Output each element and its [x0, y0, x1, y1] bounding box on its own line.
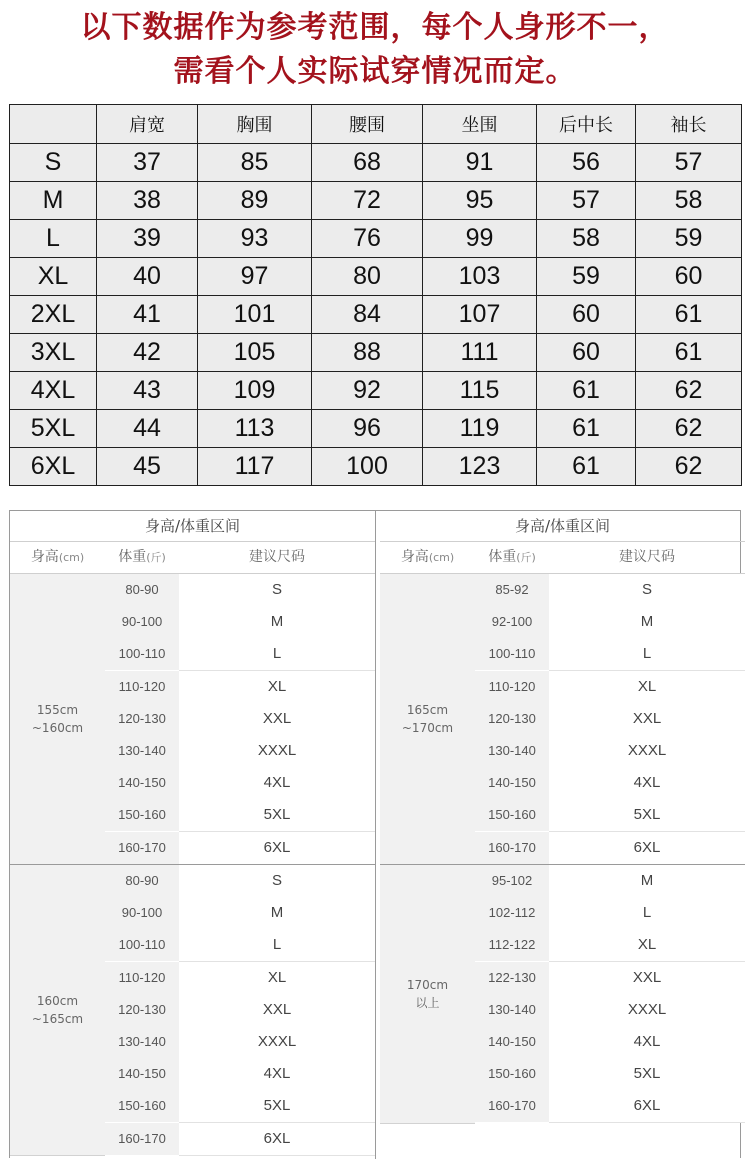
suggested-size-cell: XXXL — [549, 994, 745, 1027]
weight-range-cell: 160-170 — [105, 832, 179, 865]
weight-range-cell: 140-150 — [475, 767, 549, 800]
suggested-size-cell: XXXL — [549, 735, 745, 768]
measurement-cell: 43 — [97, 372, 198, 410]
size-chart-row — [10, 182, 742, 220]
column-header-size: 建议尺码 — [179, 541, 375, 574]
column-header-weight-label: 体重 — [488, 549, 517, 565]
measurement-cell: 111 — [423, 334, 537, 372]
measurement-cell: 103 — [423, 258, 537, 296]
weight-range-cell: 140-150 — [105, 1058, 179, 1091]
size-chart-header-cell: 袖长 — [636, 105, 742, 144]
weight-range-cell: 95-102 — [475, 865, 549, 898]
measurement-cell: 42 — [97, 334, 198, 372]
measurement-cell: 44 — [97, 410, 198, 448]
column-header-weight-label: 体重 — [118, 549, 147, 565]
suggested-size-cell: XL — [549, 929, 745, 962]
suggested-size-cell: S — [179, 865, 375, 898]
weight-range-cell: 140-150 — [105, 767, 179, 800]
measurement-cell: 41 — [97, 296, 198, 334]
height-range-cell — [380, 574, 475, 865]
suggested-size-cell: XXL — [179, 703, 375, 736]
measurement-cell: 59 — [537, 258, 636, 296]
suggested-size-cell: XXXL — [179, 735, 375, 768]
measurement-cell: 40 — [97, 258, 198, 296]
height-range-label: 160cm ~165cm — [31, 994, 84, 1026]
column-header-height-unit: (cm) — [428, 551, 455, 564]
size-chart-header-cell — [10, 105, 97, 144]
weight-range-cell: 130-140 — [105, 735, 179, 768]
size-label-cell: 3XL — [10, 334, 97, 372]
weight-range-cell: 120-130 — [105, 994, 179, 1027]
weight-range-cell: 120-130 — [475, 703, 549, 736]
measurement-cell: 57 — [537, 182, 636, 220]
size-label-cell: L — [10, 220, 97, 258]
weight-range-cell: 102-112 — [475, 897, 549, 930]
height-range-cell — [380, 865, 475, 1124]
suggested-size-cell: 4XL — [549, 767, 745, 800]
measurement-cell: 37 — [97, 144, 198, 182]
size-label-cell: S — [10, 144, 97, 182]
guide-left-panel — [10, 511, 376, 1159]
notice-banner — [0, 0, 750, 100]
height-range-cell — [10, 574, 105, 865]
weight-range-cell: 150-160 — [105, 799, 179, 832]
size-chart-header-cell: 肩宽 — [97, 105, 198, 144]
measurement-cell: 101 — [198, 296, 312, 334]
size-chart-header-cell: 胸围 — [198, 105, 312, 144]
size-chart-header-cell: 坐围 — [423, 105, 537, 144]
measurement-cell: 62 — [636, 410, 742, 448]
measurement-cell: 91 — [423, 144, 537, 182]
measurement-cell: 57 — [636, 144, 742, 182]
measurement-cell: 100 — [312, 448, 423, 486]
size-label-cell: XL — [10, 258, 97, 296]
weight-range-cell: 110-120 — [105, 671, 179, 704]
suggested-size-cell: 4XL — [549, 1026, 745, 1059]
weight-range-cell: 110-120 — [475, 671, 549, 704]
suggested-size-cell: 6XL — [179, 1123, 375, 1156]
size-chart-row — [10, 258, 742, 296]
size-chart-row — [10, 448, 742, 486]
weight-range-cell: 85-92 — [475, 574, 549, 607]
suggested-size-cell: XL — [179, 671, 375, 704]
measurement-cell: 105 — [198, 334, 312, 372]
weight-range-cell: 120-130 — [105, 703, 179, 736]
weight-range-cell: 112-122 — [475, 929, 549, 962]
column-header-height-label: 身高 — [30, 549, 59, 565]
size-chart-row — [10, 372, 742, 410]
suggested-size-cell: M — [179, 897, 375, 930]
suggested-size-cell: XXL — [549, 703, 745, 736]
suggested-size-cell: XXL — [179, 994, 375, 1027]
size-chart-row — [10, 296, 742, 334]
measurement-cell: 58 — [636, 182, 742, 220]
measurement-cell: 92 — [312, 372, 423, 410]
suggested-size-cell: S — [549, 574, 745, 607]
weight-range-cell: 130-140 — [475, 735, 549, 768]
column-header-height-unit: (cm) — [58, 551, 85, 564]
size-label-cell: M — [10, 182, 97, 220]
weight-range-cell: 100-110 — [475, 638, 549, 671]
size-label-cell: 4XL — [10, 372, 97, 410]
suggested-size-cell: L — [179, 638, 375, 671]
measurement-cell: 61 — [636, 296, 742, 334]
suggested-size-cell: XL — [179, 962, 375, 995]
size-chart-row — [10, 144, 742, 182]
size-chart-table — [9, 104, 742, 486]
column-header-weight-unit: (斤) — [516, 551, 536, 564]
measurement-cell: 62 — [636, 448, 742, 486]
suggested-size-cell: 4XL — [179, 767, 375, 800]
weight-range-cell: 130-140 — [105, 1026, 179, 1059]
size-chart-row — [10, 220, 742, 258]
measurement-cell: 38 — [97, 182, 198, 220]
suggested-size-cell: L — [549, 897, 745, 930]
height-range-label: 170cm 以上 — [406, 978, 449, 1010]
measurement-cell: 62 — [636, 372, 742, 410]
measurement-cell: 93 — [198, 220, 312, 258]
height-range-cell — [10, 865, 105, 1156]
suggested-size-cell: XXL — [549, 962, 745, 995]
weight-range-cell: 130-140 — [475, 994, 549, 1027]
column-header-weight — [105, 541, 179, 574]
suggested-size-cell: M — [549, 606, 745, 639]
measurement-cell: 89 — [198, 182, 312, 220]
weight-range-cell: 110-120 — [105, 962, 179, 995]
guide-title: 身高/体重区间 — [10, 511, 375, 542]
measurement-cell: 61 — [537, 448, 636, 486]
column-header-height-label: 身高 — [400, 549, 429, 565]
measurement-cell: 113 — [198, 410, 312, 448]
measurement-cell: 109 — [198, 372, 312, 410]
height-range-label: 165cm ~170cm — [401, 703, 454, 735]
suggested-size-cell: 6XL — [179, 832, 375, 865]
suggested-size-cell: XXXL — [179, 1026, 375, 1059]
suggested-size-cell: M — [179, 606, 375, 639]
weight-range-cell: 150-160 — [475, 1058, 549, 1091]
measurement-cell: 119 — [423, 410, 537, 448]
measurement-cell: 97 — [198, 258, 312, 296]
measurement-cell: 68 — [312, 144, 423, 182]
weight-range-cell: 80-90 — [105, 865, 179, 898]
measurement-cell: 60 — [537, 296, 636, 334]
suggested-size-cell: 5XL — [549, 799, 745, 832]
measurement-cell: 115 — [423, 372, 537, 410]
size-chart-header-row — [10, 105, 742, 144]
measurement-cell: 61 — [537, 372, 636, 410]
size-chart-header-cell: 腰围 — [312, 105, 423, 144]
weight-range-cell: 160-170 — [475, 832, 549, 865]
measurement-cell: 88 — [312, 334, 423, 372]
weight-range-cell: 160-170 — [475, 1090, 549, 1123]
column-header-height — [10, 541, 105, 574]
measurement-cell: 56 — [537, 144, 636, 182]
guide-right-panel — [380, 511, 745, 1159]
guide-title: 身高/体重区间 — [380, 511, 745, 542]
measurement-cell: 107 — [423, 296, 537, 334]
measurement-cell: 123 — [423, 448, 537, 486]
measurement-cell: 99 — [423, 220, 537, 258]
measurement-cell: 80 — [312, 258, 423, 296]
weight-range-cell: 100-110 — [105, 638, 179, 671]
size-label-cell: 6XL — [10, 448, 97, 486]
size-label-cell: 2XL — [10, 296, 97, 334]
size-label-cell: 5XL — [10, 410, 97, 448]
measurement-cell: 85 — [198, 144, 312, 182]
measurement-cell: 45 — [97, 448, 198, 486]
measurement-cell: 95 — [423, 182, 537, 220]
weight-range-cell: 150-160 — [105, 1090, 179, 1123]
suggested-size-cell: 5XL — [179, 799, 375, 832]
measurement-cell: 96 — [312, 410, 423, 448]
measurement-cell: 60 — [636, 258, 742, 296]
measurement-cell: 117 — [198, 448, 312, 486]
suggested-size-cell: 6XL — [549, 832, 745, 865]
size-chart-header-cell: 后中长 — [537, 105, 636, 144]
column-header-height — [380, 541, 475, 574]
measurement-cell: 61 — [636, 334, 742, 372]
measurement-cell: 60 — [537, 334, 636, 372]
suggested-size-cell: 6XL — [549, 1090, 745, 1123]
weight-range-cell: 122-130 — [475, 962, 549, 995]
weight-range-cell: 150-160 — [475, 799, 549, 832]
suggested-size-cell: 5XL — [179, 1090, 375, 1123]
size-chart-row — [10, 410, 742, 448]
suggested-size-cell: XL — [549, 671, 745, 704]
weight-range-cell: 90-100 — [105, 606, 179, 639]
column-header-weight-unit: (斤) — [146, 551, 166, 564]
measurement-cell: 72 — [312, 182, 423, 220]
weight-range-cell: 80-90 — [105, 574, 179, 607]
height-range-label: 155cm ~160cm — [31, 703, 84, 735]
weight-range-cell: 100-110 — [105, 929, 179, 962]
measurement-cell: 59 — [636, 220, 742, 258]
notice-line-2: 需看个人实际试穿情况而定。 — [173, 54, 577, 89]
suggested-size-cell: L — [549, 638, 745, 671]
measurement-cell: 76 — [312, 220, 423, 258]
weight-range-cell: 140-150 — [475, 1026, 549, 1059]
column-header-size: 建议尺码 — [549, 541, 745, 574]
measurement-cell: 39 — [97, 220, 198, 258]
suggested-size-cell: 4XL — [179, 1058, 375, 1091]
suggested-size-cell: 5XL — [549, 1058, 745, 1091]
measurement-cell: 84 — [312, 296, 423, 334]
notice-line-1: 以下数据作为参考范围，每个人身形不一， — [80, 10, 670, 45]
measurement-cell: 58 — [537, 220, 636, 258]
column-header-weight — [475, 541, 549, 574]
measurement-cell: 61 — [537, 410, 636, 448]
weight-range-cell: 92-100 — [475, 606, 549, 639]
suggested-size-cell: S — [179, 574, 375, 607]
suggested-size-cell: L — [179, 929, 375, 962]
weight-range-cell: 160-170 — [105, 1123, 179, 1156]
height-weight-guide — [9, 510, 741, 1158]
weight-range-cell: 90-100 — [105, 897, 179, 930]
size-chart-row — [10, 334, 742, 372]
suggested-size-cell: M — [549, 865, 745, 898]
